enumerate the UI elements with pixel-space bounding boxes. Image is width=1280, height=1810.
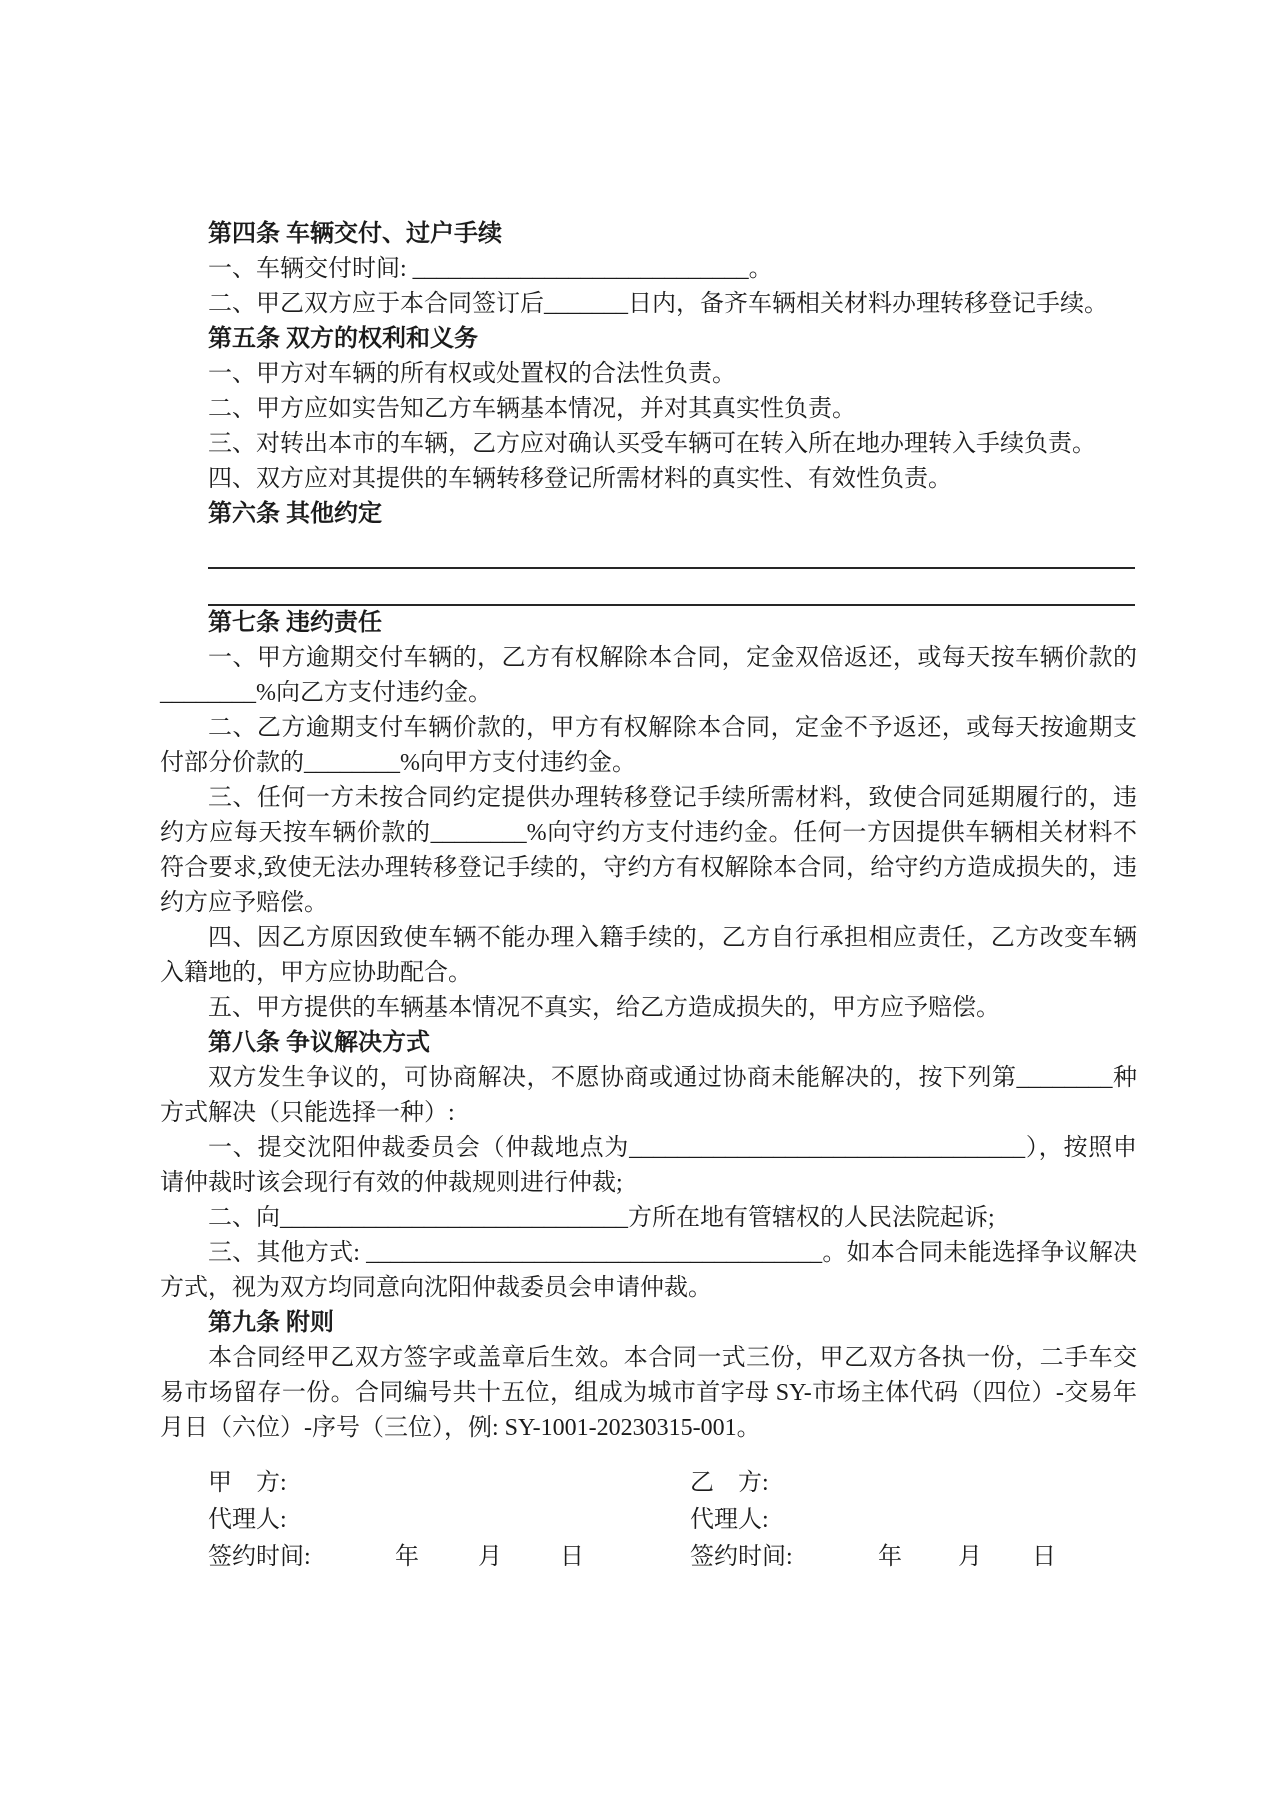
clause-paragraph: 双方发生争议的，可协商解决，不愿协商或通过协商未能解决的，按下列第________种方式解决（只能选择一种）: xyxy=(160,1065,1137,1126)
signature-agent-row xyxy=(160,1499,1220,1536)
clause-paragraph: 一、甲方逾期交付车辆的，乙方有权解除本合同，定金双倍返还，或每天按车辆价款的________%向乙方支付违约金。 xyxy=(160,645,1137,706)
clause-paragraph: 四、双方应对其提供的车辆转移登记所需材料的真实性、有效性负责。 xyxy=(208,466,952,492)
clause-heading: 第五条 双方的权利和义务 xyxy=(208,326,478,352)
contract-body xyxy=(160,217,1137,1446)
party-b-month-label: 月 xyxy=(958,1544,982,1570)
clause-paragraph: 一、车辆交付时间: ____________________________。 xyxy=(208,256,773,282)
party-b-day-label: 日 xyxy=(1032,1544,1056,1570)
party-a-year-label: 年 xyxy=(395,1544,419,1570)
clause-heading: 第六条 其他约定 xyxy=(208,501,382,527)
party-a-label: 甲 方: xyxy=(208,1470,287,1496)
clause-heading: 第七条 违约责任 xyxy=(208,610,382,636)
party-a-day-label: 日 xyxy=(560,1544,584,1570)
clause-paragraph: 一、提交沈阳仲裁委员会（仲裁地点为_________________________________），按照申请仲裁时该会现行有效的仲裁规则进行仲裁; xyxy=(160,1135,1137,1196)
party-b-agent-label: 代理人: xyxy=(690,1507,769,1533)
signature-party-row xyxy=(160,1462,1220,1499)
clause-paragraph: 二、甲乙双方应于本合同签订后_______日内，备齐车辆相关材料办理转移登记手续。 xyxy=(208,291,1108,317)
clause-paragraph: 二、向_____________________________方所在地有管辖权的人民法院起诉; xyxy=(208,1205,995,1231)
clause-paragraph: 三、其他方式: ______________________________________。如本合同未能选择争议解决方式，视为双方均同意向沈阳仲裁委员会申请仲裁。 xyxy=(160,1240,1137,1301)
fill-in-rule-line xyxy=(208,532,1135,569)
party-b-year-label: 年 xyxy=(878,1544,902,1570)
clause-heading: 第九条 附则 xyxy=(208,1310,334,1336)
clause-heading: 第四条 车辆交付、过户手续 xyxy=(208,221,502,247)
clause-heading: 第八条 争议解决方式 xyxy=(208,1030,430,1056)
party-a-sign-date-label: 签约时间: xyxy=(208,1544,311,1570)
party-a-month-label: 月 xyxy=(478,1544,502,1570)
clause-paragraph: 三、任何一方未按合同约定提供办理转移登记手续所需材料，致使合同延期履行的，违约方应每天按车辆价款的________%向守约方支付违约金。任何一方因提供车辆相关材料不符合要求,致使无法办理转移登记手续的，守约方有权解除本合同，给守约方造成损失的，违约方应予赔偿。 xyxy=(160,785,1137,916)
clause-paragraph: 一、甲方对车辆的所有权或处置权的合法性负责。 xyxy=(208,361,736,387)
clause-paragraph: 五、甲方提供的车辆基本情况不真实，给乙方造成损失的，甲方应予赔偿。 xyxy=(208,995,1000,1021)
party-a-agent-label: 代理人: xyxy=(208,1507,287,1533)
signature-block xyxy=(160,1462,1220,1573)
fill-in-rule-line xyxy=(208,569,1135,606)
party-b-label: 乙 方: xyxy=(690,1470,769,1496)
party-b-sign-date-label: 签约时间: xyxy=(690,1544,793,1570)
clause-paragraph: 本合同经甲乙双方签字或盖章后生效。本合同一式三份，甲乙双方各执一份，二手车交易市场留存一份。合同编号共十五位，组成为城市首字母 SY-市场主体代码（四位）-交易年月日（六位）-序号（三位），例: SY-1001-20230315-001。 xyxy=(160,1345,1137,1441)
clause-paragraph: 三、对转出本市的车辆，乙方应对确认买受车辆可在转入所在地办理转入手续负责。 xyxy=(208,431,1096,457)
signature-date-row xyxy=(160,1536,1220,1573)
clause-paragraph: 四、因乙方原因致使车辆不能办理入籍手续的，乙方自行承担相应责任，乙方改变车辆入籍地的，甲方应协助配合。 xyxy=(160,925,1137,986)
clause-paragraph: 二、乙方逾期支付车辆价款的，甲方有权解除本合同，定金不予返还，或每天按逾期支付部分价款的________%向甲方支付违约金。 xyxy=(160,715,1137,776)
clause-paragraph: 二、甲方应如实告知乙方车辆基本情况，并对其真实性负责。 xyxy=(208,396,856,422)
